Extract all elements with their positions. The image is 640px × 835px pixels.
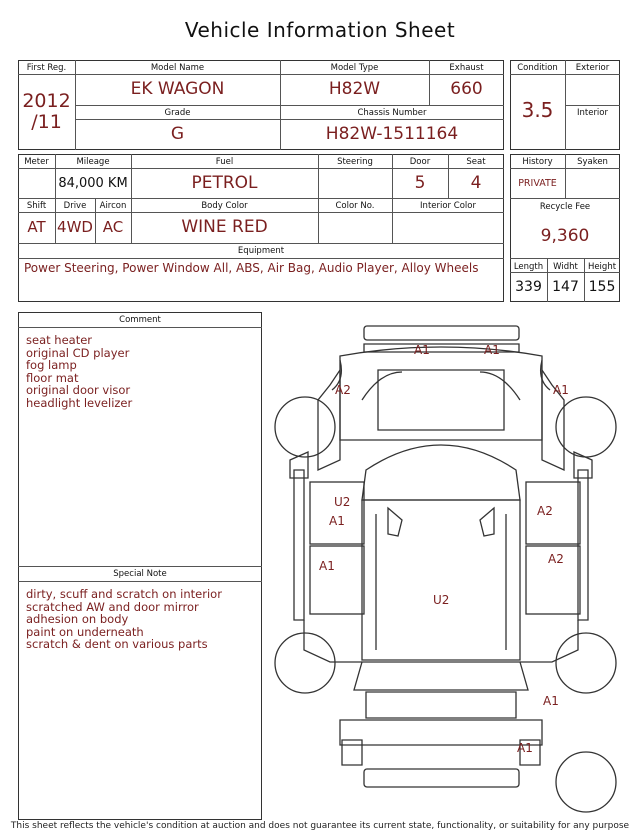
special-note-list	[26, 588, 256, 651]
width-value: 147	[552, 279, 579, 295]
interior-header: Interior	[576, 108, 608, 118]
length-header: Length	[513, 262, 544, 272]
drive-header: Drive	[63, 201, 87, 211]
damage-label: U2	[334, 495, 351, 509]
damage-label: A2	[537, 504, 553, 518]
special-note-header: Special Note	[113, 569, 167, 579]
equipment-value: Power Steering, Power Window All, ABS, Air Bag, Audio Player, Alloy Wheels	[24, 261, 479, 275]
exhaust-header: Exhaust	[449, 63, 484, 73]
door-value: 5	[414, 173, 426, 193]
comment-item: seat heater	[26, 333, 93, 347]
recycle-fee-header: Recycle Fee	[539, 202, 591, 212]
fuel-header: Fuel	[215, 157, 234, 167]
damage-label: A1	[543, 694, 559, 708]
exhaust-value: 660	[450, 79, 483, 99]
first-reg-month: /11	[31, 111, 62, 133]
aircon-header: Aircon	[99, 201, 127, 211]
interior-color-header: Interior Color	[420, 201, 476, 211]
history-header: History	[522, 157, 553, 167]
comment-header: Comment	[119, 315, 161, 325]
condition-value: 3.5	[521, 98, 554, 122]
comment-item: original door visor	[26, 383, 131, 397]
damage-label: A1	[414, 343, 430, 357]
aircon-value: AC	[102, 218, 124, 236]
equipment-header: Equipment	[237, 246, 285, 256]
condition-header: Condition	[517, 63, 558, 73]
seat-value: 4	[470, 173, 482, 193]
length-value: 339	[515, 279, 542, 295]
model-name-header: Model Name	[150, 63, 205, 73]
history-value: PRIVATE	[518, 178, 557, 189]
damage-label: A1	[553, 383, 569, 397]
drive-value: 4WD	[57, 218, 93, 236]
special-note-item: paint on underneath	[26, 624, 144, 639]
comment-list	[26, 334, 256, 409]
shift-header: Shift	[26, 201, 47, 211]
meter-header: Meter	[24, 157, 49, 167]
special-note-item: dirty, scuff and scratch on interior	[26, 587, 222, 601]
comment-item: headlight levelizer	[26, 395, 133, 410]
special-note-item: scratch & dent on various parts	[26, 637, 208, 651]
sheet-title: Vehicle Information Sheet	[184, 18, 456, 42]
damage-label: A1	[319, 559, 335, 573]
damage-label: A2	[548, 552, 564, 566]
model-type-header: Model Type	[330, 63, 379, 73]
height-header: Height	[587, 262, 617, 272]
comment-item: original CD player	[26, 345, 130, 360]
grade-value: G	[170, 124, 185, 144]
shift-value: AT	[27, 218, 46, 236]
damage-label: A1	[484, 343, 500, 357]
damage-label: A1	[329, 514, 345, 528]
disclaimer-footer: This sheet reflects the vehicle's condition at auction and does not guarantee its current state, functionality, or suitability for any purpose	[10, 821, 630, 831]
width-header: Widht	[553, 262, 578, 272]
body-color-header: Body Color	[201, 201, 248, 211]
steering-header: Steering	[337, 157, 373, 167]
chassis-header: Chassis Number	[357, 108, 427, 118]
model-type-value: H82W	[328, 79, 381, 99]
recycle-fee-value: 9,360	[540, 226, 590, 246]
chassis-value: H82W-1511164	[325, 124, 459, 144]
seat-header: Seat	[466, 157, 486, 167]
model-name-value: EK WAGON	[130, 79, 225, 99]
comment-item: fog lamp	[26, 358, 77, 372]
height-value: 155	[588, 279, 616, 295]
exterior-header: Exterior	[575, 63, 610, 73]
grade-header: Grade	[164, 108, 191, 118]
mileage-value: 84,000 KM	[58, 176, 128, 191]
special-note-item: scratched AW and door mirror	[26, 599, 199, 614]
door-header: Door	[409, 157, 431, 167]
damage-label: U2	[433, 593, 450, 607]
first-reg-year: 2012	[22, 90, 71, 112]
first-reg-header: First Reg.	[26, 63, 67, 73]
fuel-value: PETROL	[191, 173, 258, 193]
damage-label: A1	[517, 741, 533, 755]
syaken-header: Syaken	[577, 157, 608, 167]
damage-label: A2	[335, 383, 351, 397]
body-color-value: WINE RED	[181, 217, 268, 237]
special-note-item: adhesion on body	[26, 612, 129, 626]
color-no-header: Color No.	[335, 201, 375, 211]
mileage-header: Mileage	[76, 157, 110, 167]
comment-item: floor mat	[26, 370, 79, 385]
